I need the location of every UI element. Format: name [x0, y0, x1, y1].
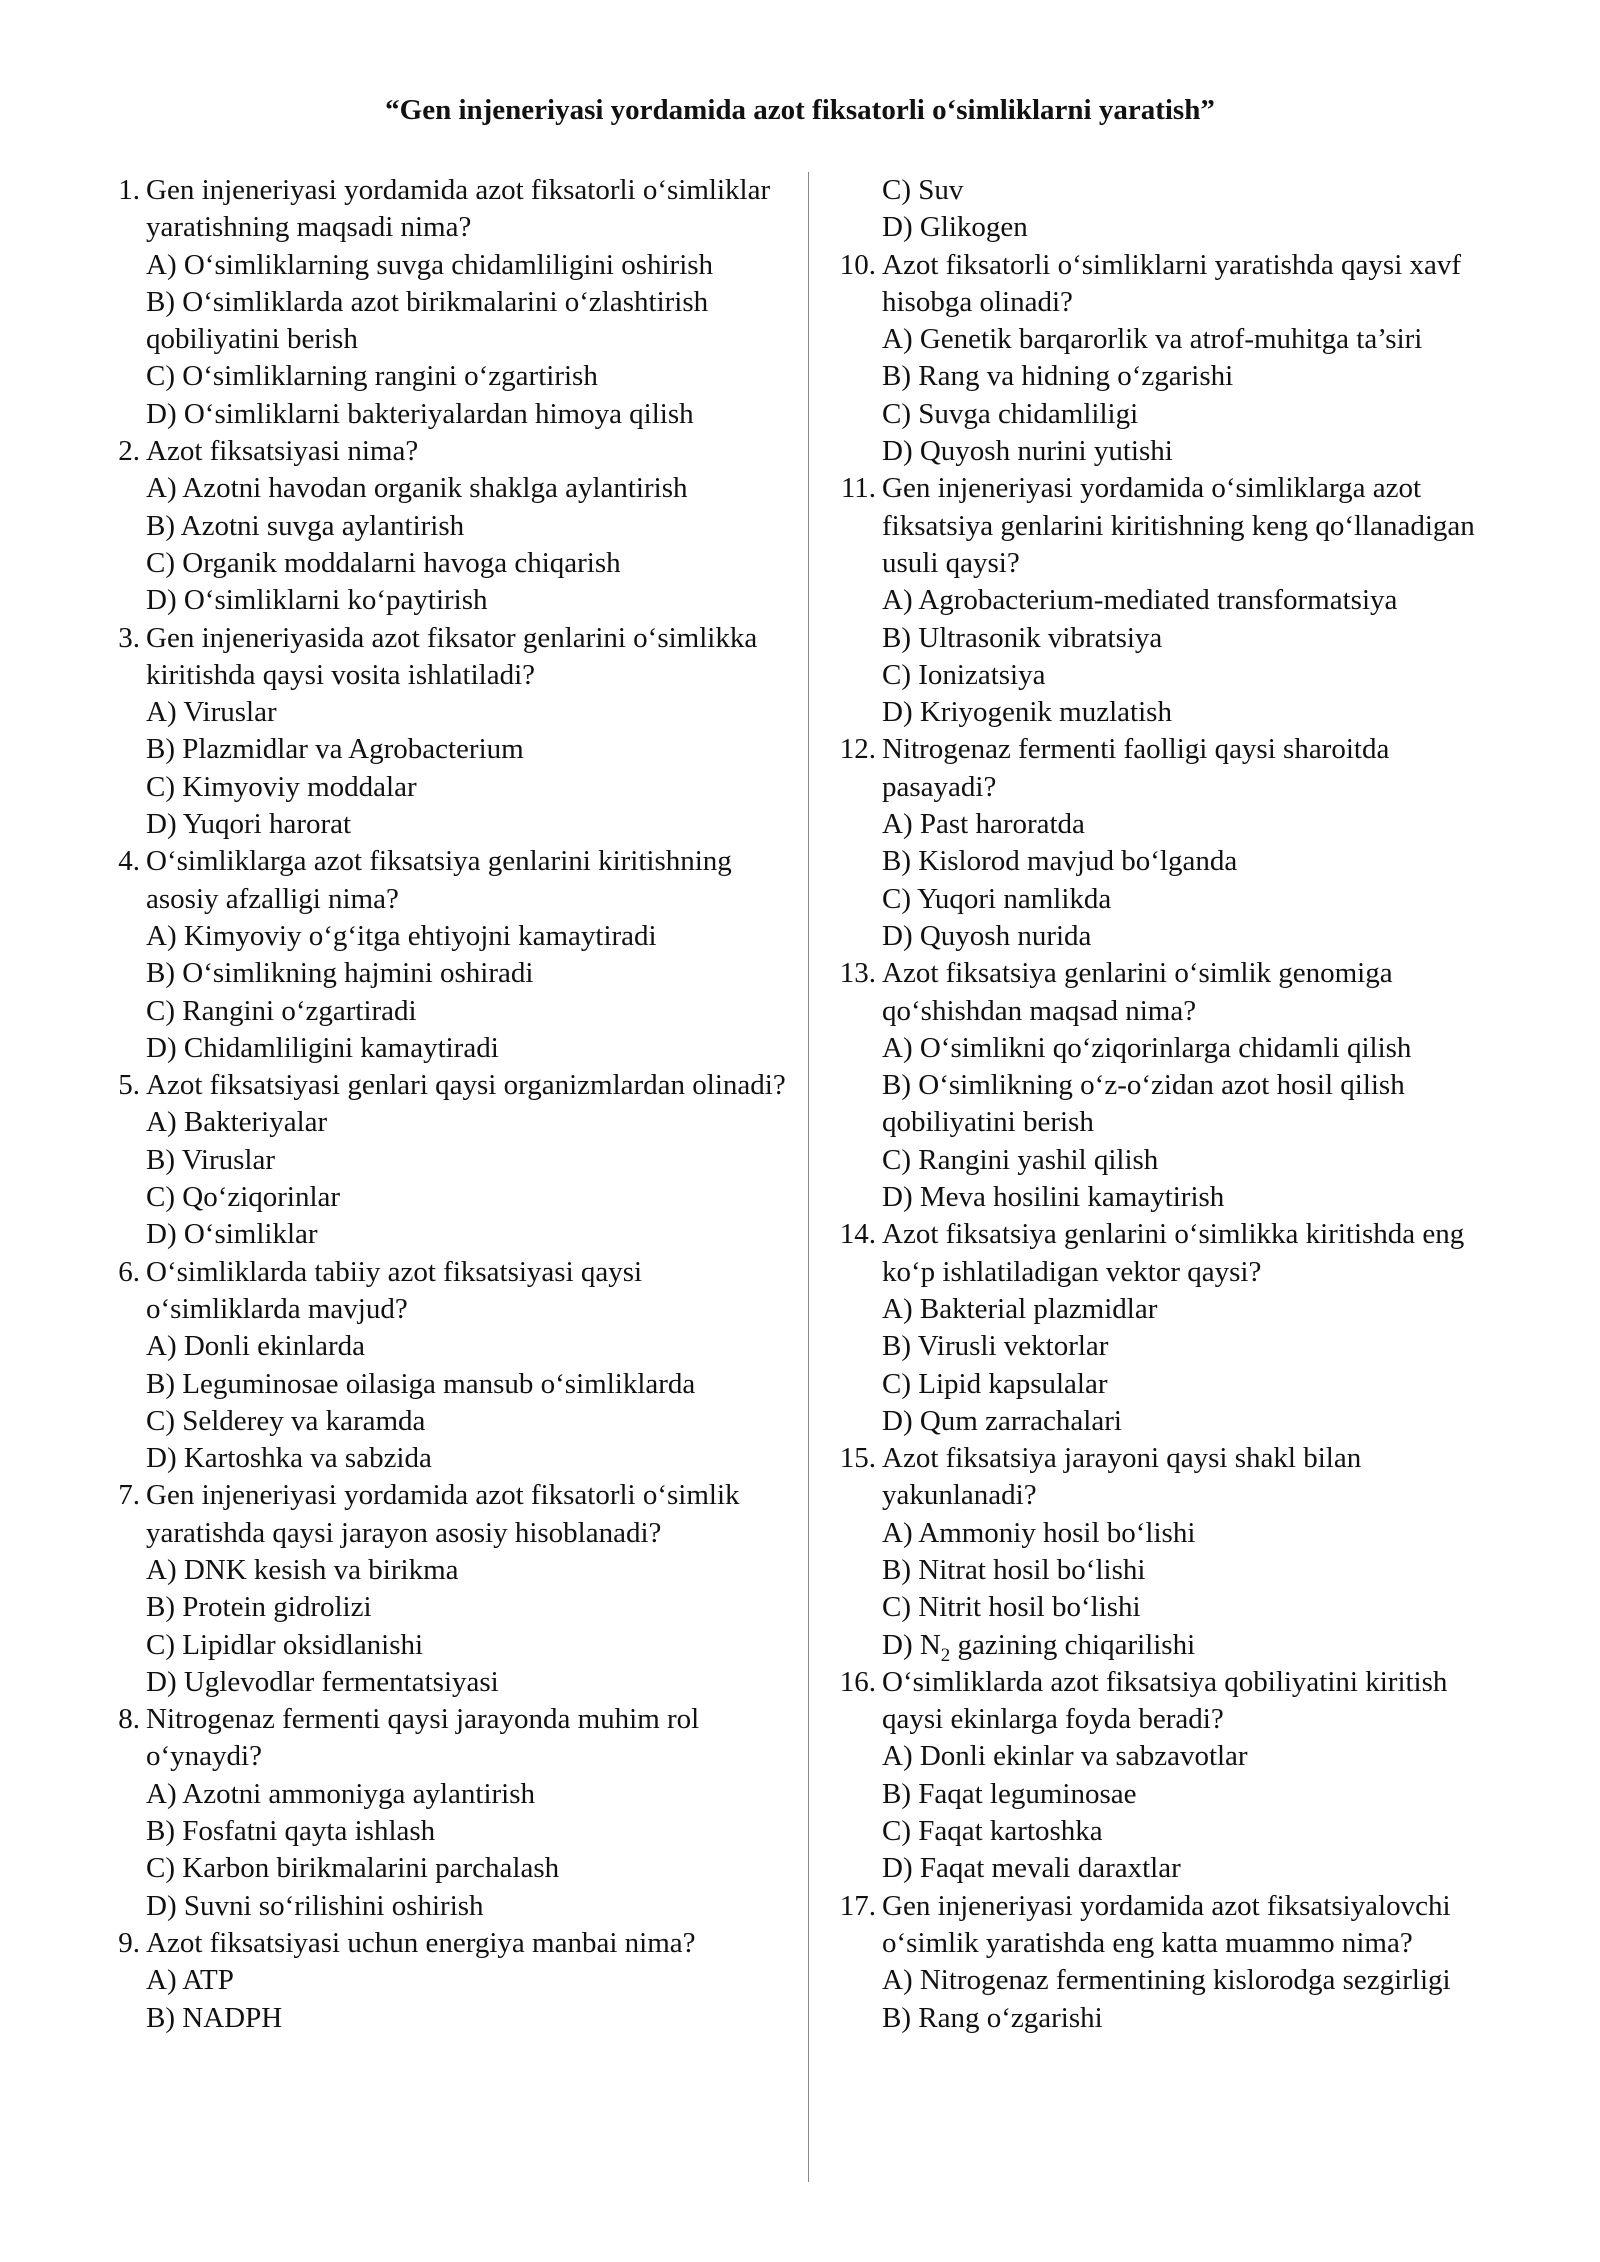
- option: B) O‘simlikning hajmini oshiradi: [146, 957, 534, 990]
- option: A) ATP: [146, 1964, 234, 1997]
- option: B) Plazmidlar va Agrobacterium: [146, 733, 524, 766]
- option: C) Ionizatsiya: [882, 658, 1046, 691]
- question-text: Gen injeneriyasida azot fiksator genlarini o‘simlikka kiritishda qaysi vosita ishlatiladi?: [146, 621, 758, 691]
- option: B) Fosfatni qayta ishlash: [146, 1815, 436, 1848]
- question-text: Azot fiksatsiyasi uchun energiya manbai nima?: [146, 1926, 696, 1959]
- option: A) Azotni havodan organik shaklga aylantirish: [146, 472, 688, 505]
- question-text: O‘simliklarda azot fiksatsiya qobiliyatini kiritish qaysi ekinlarga foyda beradi?: [882, 1665, 1448, 1736]
- option: B) Virusli vektorlar: [882, 1330, 1109, 1363]
- option: D) Yuqori harorat: [146, 808, 352, 841]
- option: D) Qum zarrachalari: [882, 1404, 1122, 1437]
- question-number: 6.: [118, 1255, 140, 1288]
- option: A) Azotni ammoniyga aylantirish: [146, 1777, 536, 1810]
- question-number: 11.: [840, 472, 876, 505]
- option: D) Kriyogenik muzlatish: [882, 696, 1172, 729]
- option: B) O‘simlikning o‘z-o‘zidan azot hosil qilish qobiliyatini berish: [882, 1069, 1405, 1139]
- option: A) DNK kesish va birikma: [146, 1553, 459, 1586]
- left-column: [92, 172, 792, 2037]
- option: A) Nitrogenaz fermentining kislorodga sezgirligi: [882, 1964, 1451, 1997]
- question-number: 7.: [118, 1479, 140, 1512]
- option: C) Suvga chidamliligi: [882, 397, 1139, 430]
- question-number: 8.: [118, 1703, 140, 1736]
- question-text: Gen injeneriyasi yordamida azot fiksatorli o‘simlik yaratishda qaysi jarayon asosiy hisoblanadi?: [146, 1479, 740, 1549]
- question-item: [92, 1701, 792, 1925]
- question-item: [828, 470, 1508, 731]
- question-number: 13.: [839, 957, 876, 990]
- option: C) Lipidlar oksidlanishi: [146, 1628, 424, 1661]
- option: A) Bakterial plazmidlar: [882, 1292, 1158, 1325]
- question-number: 9.: [118, 1926, 140, 1959]
- question-item: [828, 1664, 1508, 1888]
- option: B) Rang va hidning o‘zgarishi: [882, 360, 1234, 393]
- option: C) Qo‘ziqorinlar: [146, 1181, 341, 1214]
- question-item: [828, 247, 1508, 471]
- subscript-2: 2: [940, 1644, 951, 1666]
- question-number: 2.: [118, 435, 140, 468]
- option: A) Bakteriyalar: [146, 1106, 328, 1139]
- option: B) Viruslar: [146, 1143, 276, 1176]
- question-text: Gen injeneriyasi yordamida azot fiksatsiyalovchi o‘simlik yaratishda eng katta muammo nima?: [882, 1889, 1451, 1959]
- question-number: 16.: [839, 1665, 876, 1698]
- option: D) Chidamliligini kamaytiradi: [146, 1031, 499, 1064]
- page-title: “Gen injeneriyasi yordamida azot fiksatorli o‘simliklarni yaratish”: [385, 94, 1215, 126]
- question-text: Gen injeneriyasi yordamida o‘simliklarga azot fiksatsiya genlarini kiritishning keng qo‘llanadigan usuli qaysi?: [882, 472, 1475, 579]
- option: A) Viruslar: [146, 696, 277, 729]
- option: B) Leguminosae oilasiga mansub o‘simliklarda: [146, 1367, 696, 1400]
- option: C) Lipid kapsulalar: [882, 1367, 1108, 1400]
- option: D) Glikogen: [882, 211, 1028, 244]
- option: A) O‘simliklarning suvga chidamliligini oshirish: [146, 248, 714, 281]
- option: A) Kimyoviy o‘g‘itga ehtiyojni kamaytiradi: [146, 919, 657, 952]
- option: B) Ultrasonik vibratsiya: [882, 621, 1163, 654]
- option: C) Rangini yashil qilish: [882, 1143, 1159, 1176]
- option-with-subscript: [882, 1627, 1508, 1664]
- option: C) Nitrit hosil bo‘lishi: [882, 1591, 1141, 1624]
- option: B) Rang o‘zgarishi: [882, 2001, 1103, 2034]
- option: D) Uglevodlar fermentatsiyasi: [146, 1665, 499, 1698]
- option: C) Organik moddalarni havoga chiqarish: [146, 546, 621, 579]
- question-item: [92, 843, 792, 1067]
- right-column: [828, 172, 1508, 2037]
- question-text: Nitrogenaz fermenti qaysi jarayonda muhim rol o‘ynaydi?: [146, 1703, 700, 1773]
- option: D) O‘simliklar: [146, 1218, 318, 1251]
- option: A) Donli ekinlarda: [146, 1330, 366, 1363]
- question-number: 4.: [118, 845, 140, 878]
- question-number: 12.: [839, 733, 876, 766]
- option: C) Yuqori namlikda: [882, 882, 1112, 915]
- option: C) Rangini o‘zgartiradi: [146, 994, 417, 1027]
- option: C) Karbon birikmalarini parchalash: [146, 1852, 560, 1885]
- question-text: Azot fiksatsiyasi nima?: [146, 435, 419, 468]
- option: D) Quyosh nurida: [882, 919, 1092, 952]
- option-suffix: gazining chiqarilishi: [950, 1628, 1196, 1661]
- question-number: 3.: [118, 621, 140, 654]
- option: C) Kimyoviy moddalar: [146, 770, 417, 803]
- option: A) Donli ekinlar va sabzavotlar: [882, 1740, 1248, 1773]
- option: D) O‘simliklarni ko‘paytirish: [146, 584, 488, 617]
- question-text: Azot fiksatsiyasi genlari qaysi organizmlardan olinadi?: [146, 1069, 786, 1102]
- question-item: [92, 620, 792, 844]
- option: B) Azotni suvga aylantirish: [146, 509, 465, 542]
- question-item: [828, 1216, 1508, 1440]
- question-item: [828, 731, 1508, 955]
- question-item: [92, 433, 792, 619]
- question-item: [92, 1925, 792, 2037]
- option: A) Genetik barqarorlik va atrof-muhitga ta’siri: [882, 323, 1423, 356]
- option: B) Protein gidrolizi: [146, 1591, 372, 1624]
- question-text: O‘simliklarda tabiiy azot fiksatsiyasi qaysi o‘simliklarda mavjud?: [146, 1255, 643, 1325]
- option-prefix: D) N: [882, 1628, 941, 1661]
- option: D) Suvni so‘rilishini oshirish: [146, 1889, 484, 1922]
- question-number: 10.: [839, 248, 876, 281]
- option: B) Nitrat hosil bo‘lishi: [882, 1553, 1146, 1586]
- question-item: [828, 1888, 1508, 2037]
- option: A) Past haroratda: [882, 808, 1085, 841]
- question-text: Azot fiksatsiya genlarini o‘simlik genomiga qo‘shishdan maqsad nima?: [882, 957, 1393, 1027]
- question-text: Gen injeneriyasi yordamida azot fiksatorli o‘simliklar yaratishning maqsadi nima?: [146, 174, 771, 244]
- question-text: Azot fiksatorli o‘simliklarni yaratishda qaysi xavf hisobga olinadi?: [882, 248, 1462, 318]
- option: C) Suv: [882, 174, 964, 206]
- question-text: Azot fiksatsiya jarayoni qaysi shakl bilan yakunlanadi?: [882, 1442, 1362, 1512]
- question-item: [92, 172, 792, 433]
- option: A) Ammoniy hosil bo‘lishi: [882, 1516, 1196, 1549]
- question-item: [92, 1477, 792, 1701]
- option: B) NADPH: [146, 2001, 283, 2034]
- option: A) Agrobacterium-mediated transformatsiya: [882, 584, 1398, 617]
- option: D) O‘simliklarni bakteriyalardan himoya qilish: [146, 397, 694, 430]
- option: D) Quyosh nurini yutishi: [882, 435, 1173, 468]
- option: B) Faqat leguminosae: [882, 1777, 1137, 1810]
- option: A) O‘simlikni qo‘ziqorinlarga chidamli qilish: [882, 1031, 1412, 1064]
- option: C) Faqat kartoshka: [882, 1815, 1103, 1848]
- question-number: 17.: [839, 1889, 876, 1922]
- option: D) Faqat mevali daraxtlar: [882, 1852, 1181, 1885]
- question-item: [92, 1067, 792, 1253]
- question-number: 15.: [839, 1442, 876, 1475]
- option: D) Meva hosilini kamaytirish: [882, 1181, 1225, 1214]
- option: B) Kislorod mavjud bo‘lganda: [882, 845, 1238, 878]
- question-text: Azot fiksatsiya genlarini o‘simlikka kiritishda eng ko‘p ishlatiladigan vektor qaysi?: [882, 1218, 1465, 1288]
- question-text: O‘simliklarga azot fiksatsiya genlarini kiritishning asosiy afzalligi nima?: [146, 845, 732, 915]
- option: C) Selderey va karamda: [146, 1404, 426, 1437]
- question-item: [828, 955, 1508, 1216]
- option: D) Kartoshka va sabzida: [146, 1442, 432, 1475]
- question-item: [92, 1254, 792, 1478]
- question-text: Nitrogenaz fermenti faolligi qaysi sharoitda pasayadi?: [882, 733, 1390, 803]
- column-divider: [808, 172, 809, 2182]
- question-item: [828, 1440, 1508, 1664]
- question-number: 1.: [118, 174, 140, 206]
- question-number: 14.: [839, 1218, 876, 1251]
- question-number: 5.: [118, 1069, 140, 1102]
- option: B) O‘simliklarda azot birikmalarini o‘zlashtirish qobiliyatini berish: [146, 285, 709, 356]
- option: C) O‘simliklarning rangini o‘zgartirish: [146, 360, 598, 393]
